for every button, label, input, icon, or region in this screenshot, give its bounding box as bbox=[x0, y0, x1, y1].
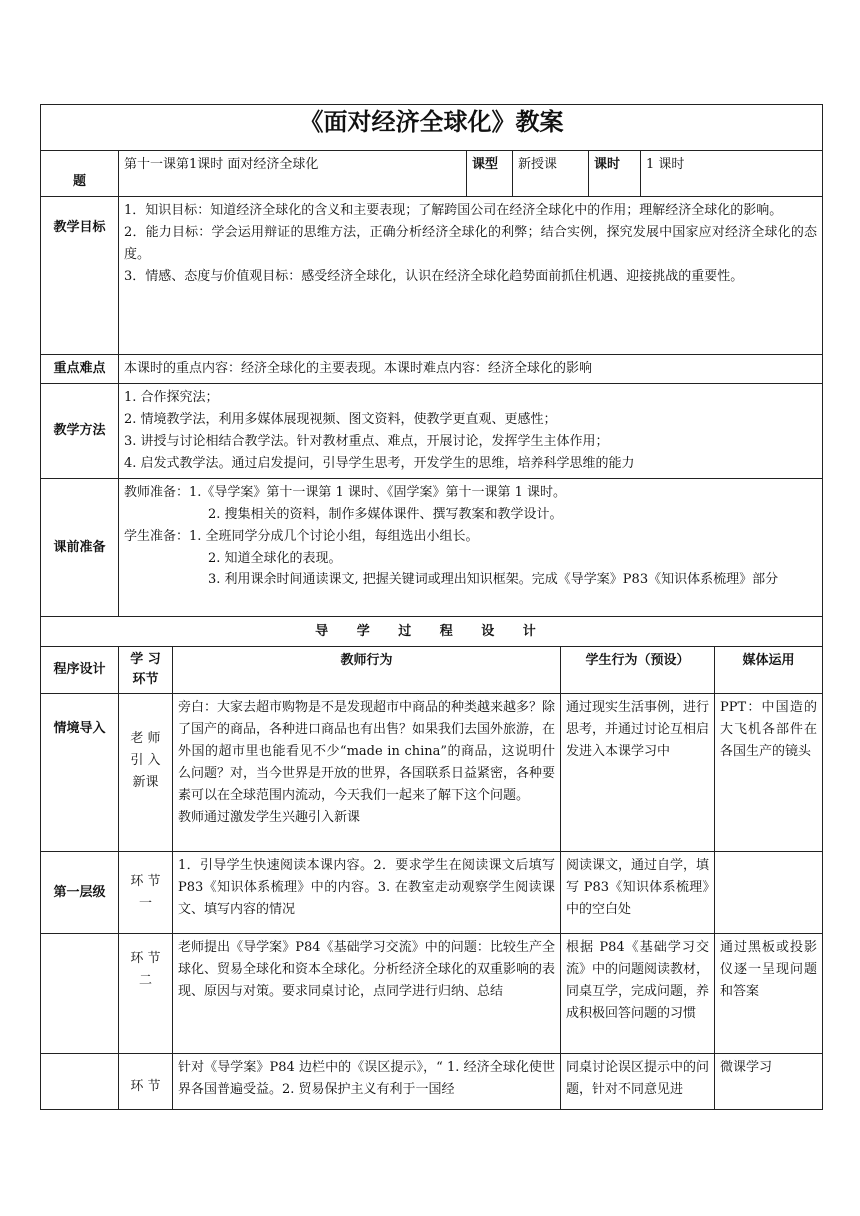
program-level-1-cont-2 bbox=[41, 1054, 119, 1110]
teacher-prep-1: 教师准备：1.《导学案》第十一课第 1 课时、《固学案》第十一课第 1 课时。 bbox=[124, 485, 566, 500]
type-label: 课型 bbox=[467, 151, 513, 197]
process-section-title: 导 学 过 程 设 计 bbox=[41, 617, 823, 647]
col-header-student: 学生行为（预设） bbox=[561, 647, 715, 694]
student-action-step-1: 阅读课文，通过自学，填写 P83《知识体系梳理》中的空白处 bbox=[561, 852, 715, 934]
teacher-prep-2: 2. 搜集相关的资料，制作多媒体课件、撰写教案和教学设计。 bbox=[208, 507, 563, 522]
type-value: 新授课 bbox=[513, 151, 589, 197]
media-step-3: 微课学习 bbox=[715, 1054, 823, 1110]
prep-label: 课前准备 bbox=[41, 479, 119, 617]
teacher-note: 教师通过激发学生兴趣引入新课 bbox=[178, 810, 361, 825]
method-item: 2. 情境教学法，利用多媒体展现视频、图文资料，使教学更直观、更感性； bbox=[124, 412, 557, 427]
goal-values: 3．情感、态度与价值观目标：感受经济全球化，认识在经济全球化趋势面前抓住机遇、迎接挑战的重要性。 bbox=[124, 269, 744, 284]
col-header-teacher: 教师行为 bbox=[173, 647, 561, 694]
col-header-program: 程序设计 bbox=[41, 647, 119, 694]
student-prep-2: 2. 知道全球化的表现。 bbox=[208, 551, 342, 566]
col-header-media: 媒体运用 bbox=[715, 647, 823, 694]
page-title: 《面对经济全球化》教案 bbox=[41, 105, 823, 151]
goal-knowledge: 1．知识目标：知道经济全球化的含义和主要表现；了解跨国公司在经济全球化中的作用；理解经济全球化的影响。 bbox=[124, 203, 783, 218]
teacher-action-intro bbox=[173, 694, 561, 852]
key-points-value: 本课时的重点内容：经济全球化的主要表现。本课时难点内容：经济全球化的影响 bbox=[119, 355, 823, 384]
link-step-3: 环 节 bbox=[119, 1054, 173, 1110]
key-points-label: 重点难点 bbox=[41, 355, 119, 384]
link-step-1: 环 节 一 bbox=[119, 852, 173, 934]
prep-content bbox=[119, 479, 823, 617]
student-prep-1: 学生准备：1. 全班同学分成几个讨论小组，每组选出小组长。 bbox=[124, 529, 479, 544]
media-intro: PPT：中国造的大飞机各部件在各国生产的镜头 bbox=[715, 694, 823, 852]
hours-label: 课时 bbox=[589, 151, 641, 197]
col-header-link: 学 习 环节 bbox=[119, 647, 173, 694]
program-intro: 情境导入 bbox=[41, 694, 119, 852]
teacher-action-step-2: 老师提出《导学案》P84《基础学习交流》中的问题：比较生产全球化、贸易全球化和资本全球化。分析经济全球化的双重影响的表现、原因与对策。要求同桌讨论，点同学进行归纳、总结 bbox=[173, 934, 561, 1054]
link-step-2: 环 节 二 bbox=[119, 934, 173, 1054]
goals-content bbox=[119, 197, 823, 355]
method-item: 4. 启发式教学法。通过启发提问，引导学生思考，开发学生的思维，培养科学思维的能力 bbox=[124, 456, 635, 471]
topic-label: 题 bbox=[41, 151, 119, 197]
media-step-2: 通过黑板或投影仪逐一呈现问题和答案 bbox=[715, 934, 823, 1054]
method-item: 3. 讲授与讨论相结合教学法。针对教材重点、难点，开展讨论，发挥学生主体作用； bbox=[124, 434, 609, 449]
media-step-1 bbox=[715, 852, 823, 934]
methods-content bbox=[119, 384, 823, 479]
topic-value: 第十一课第1课时 面对经济全球化 bbox=[119, 151, 467, 197]
methods-label: 教学方法 bbox=[41, 384, 119, 479]
teacher-action-step-3: 针对《导学案》P84 边栏中的《误区提示》，“ 1. 经济全球化使世界各国普遍受益。2. 贸易保护主义有利于一国经 bbox=[173, 1054, 561, 1110]
student-prep-3: 3. 利用课余时间通读课文, 把握关键词或理出知识框架。完成《导学案》P83《知识体系梳理》部分 bbox=[208, 572, 779, 587]
link-intro: 老 师 引 入 新课 bbox=[119, 694, 173, 852]
student-action-step-2: 根据 P84《基础学习交流》中的问题阅读教材，同桌互学，完成问题，养成积极回答问题的习惯 bbox=[561, 934, 715, 1054]
teacher-narration: 旁白：大家去超市购物是不是发现超市中商品的种类越来越多？除了国产的商品，各种进口商品也有出售？如果我们去国外旅游，在外国的超市里也能看见不少“made in china”的商品，这说明什么问题？对，当今世界是开放的世界，各国联系日益紧密，各种要素可以在全球范围内流动，今天我们一起来了解下这个问题。 bbox=[178, 700, 556, 803]
student-action-intro: 通过现实生活事例，进行思考，并通过讨论互相启发进入本课学习中 bbox=[561, 694, 715, 852]
goal-ability: 2．能力目标：学会运用辩证的思维方法，正确分析经济全球化的利弊；结合实例，探究发展中国家应对经济全球化的态度。 bbox=[124, 225, 817, 262]
program-level-1-cont bbox=[41, 934, 119, 1054]
goals-label: 教学目标 bbox=[41, 197, 119, 355]
teacher-action-step-1: 1．引导学生快速阅读本课内容。2．要求学生在阅读课文后填写 P83《知识体系梳理》中的内容。3. 在教室走动观察学生阅读课文、填写内容的情况 bbox=[173, 852, 561, 934]
lesson-plan-table bbox=[40, 104, 823, 1110]
student-action-step-3: 同桌讨论误区提示中的问题，针对不同意见进 bbox=[561, 1054, 715, 1110]
hours-value: 1 课时 bbox=[641, 151, 823, 197]
program-level-1: 第一层级 bbox=[41, 852, 119, 934]
method-item: 1. 合作探究法； bbox=[124, 390, 219, 405]
